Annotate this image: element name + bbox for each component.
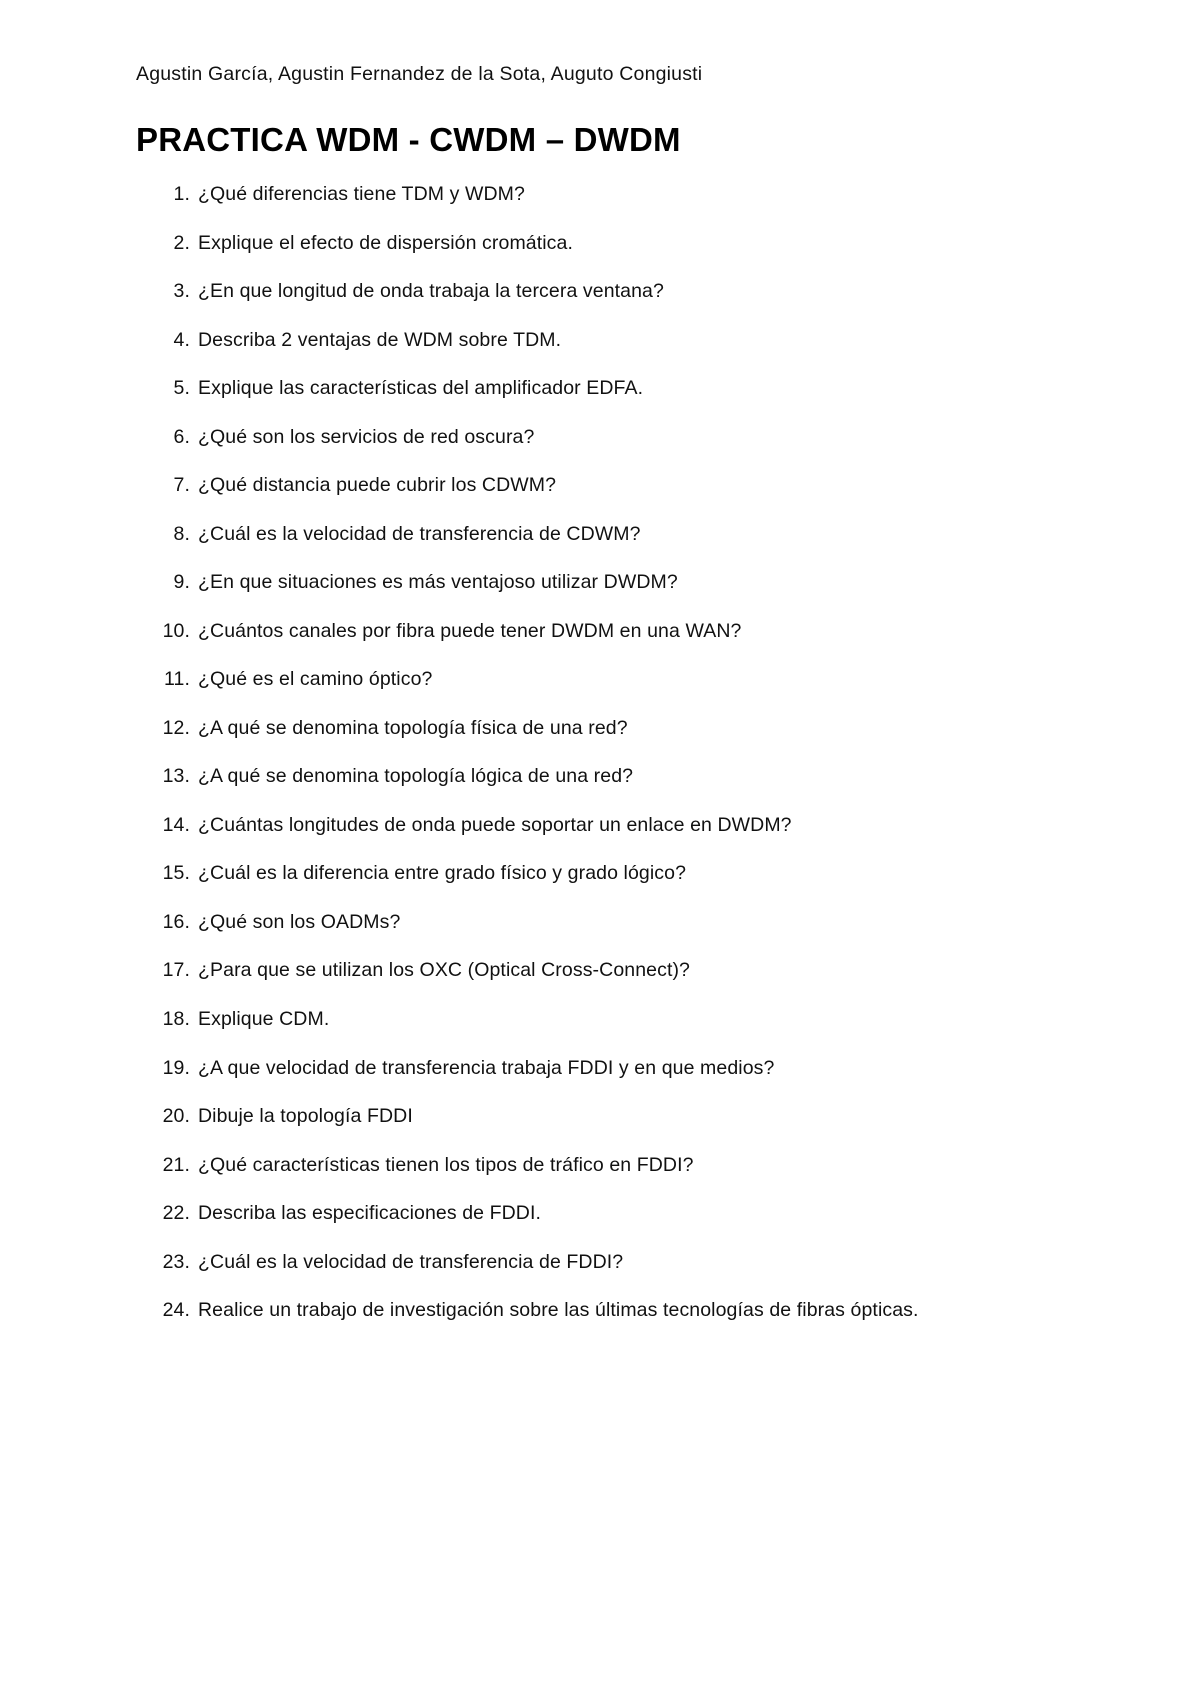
list-item-number: 19. (162, 1056, 190, 1079)
list-item-number: 12. (162, 716, 190, 739)
list-item-number: 5. (173, 377, 190, 400)
list-item-text: Describa las especificaciones de FDDI. (198, 1202, 542, 1225)
list-item-number: 21. (162, 1153, 190, 1176)
authors-line: Agustin García, Agustin Fernandez de la Sota, Auguto Congiusti (136, 63, 703, 85)
list-item-text: Realice un trabajo de investigación sobre las últimas tecnologías de fibras ópticas. (198, 1299, 919, 1322)
list-item (136, 473, 1080, 498)
list-item (136, 376, 1080, 401)
list-item-number: 11. (164, 668, 190, 691)
list-item-number: 13. (162, 765, 190, 788)
list-item (136, 570, 1080, 595)
list-item-number: 15. (162, 862, 190, 885)
list-item-number: 2. (173, 231, 190, 254)
list-item-number: 1. (173, 182, 190, 205)
list-item-text: Explique el efecto de dispersión cromática. (198, 231, 573, 254)
list-item-text: ¿Cuántas longitudes de onda puede soportar un enlace en DWDM? (198, 813, 792, 836)
list-item-text: ¿Qué diferencias tiene TDM y WDM? (198, 182, 525, 205)
list-item-text: Explique las características del amplificador EDFA. (198, 377, 644, 400)
list-item-text: ¿A que velocidad de transferencia trabaja FDDI y en que medios? (198, 1056, 775, 1079)
list-item-text: ¿Cuál es la velocidad de transferencia de CDWM? (198, 522, 641, 545)
list-item-number: 10. (162, 619, 190, 642)
list-item-number: 16. (162, 910, 190, 933)
list-item-text: ¿Cuál es la diferencia entre grado físico y grado lógico? (198, 862, 687, 885)
list-item (136, 861, 1080, 886)
list-item-text: ¿Cuál es la velocidad de transferencia de FDDI? (198, 1250, 624, 1273)
list-item-text: Explique CDM. (198, 1008, 330, 1030)
list-item-number: 8. (173, 522, 190, 545)
list-item (136, 958, 1080, 983)
list-item-text: ¿Para que se utilizan los OXC (Optical Cross-Connect)? (198, 959, 691, 982)
list-item (136, 813, 1080, 838)
list-item-number: 20. (162, 1105, 190, 1128)
list-item (136, 764, 1080, 789)
list-item (136, 279, 1080, 304)
list-item (136, 522, 1080, 547)
list-item (136, 182, 1080, 207)
list-item (136, 910, 1080, 935)
list-item (136, 328, 1080, 353)
page-title: PRACTICA WDM - CWDM – DWDM (136, 121, 681, 159)
list-item-text: Dibuje la topología FDDI (198, 1105, 413, 1128)
list-item-number: 9. (173, 571, 190, 594)
list-item-text: ¿Qué es el camino óptico? (198, 668, 433, 691)
list-item (136, 425, 1080, 450)
list-item (136, 1104, 1080, 1129)
list-item-number: 7. (173, 474, 190, 497)
list-item-text: Describa 2 ventajas de WDM sobre TDM. (198, 328, 562, 351)
list-item-number: 23. (162, 1250, 190, 1273)
list-item-text: ¿A qué se denomina topología lógica de una red? (198, 765, 634, 788)
list-item (136, 1056, 1080, 1081)
list-item (136, 619, 1080, 644)
list-item-number: 4. (173, 328, 190, 351)
list-item-number: 24. (162, 1299, 190, 1322)
list-item-number: 14. (162, 813, 190, 836)
list-item-text: ¿Qué distancia puede cubrir los CDWM? (198, 474, 557, 497)
list-item (136, 1250, 1080, 1275)
list-item-number: 3. (173, 280, 190, 303)
question-list (136, 182, 1080, 1324)
list-item (136, 1153, 1080, 1178)
list-item (136, 1298, 1080, 1323)
list-item-number: 6. (173, 425, 190, 448)
list-item-text: ¿A qué se denomina topología física de una red? (198, 716, 628, 739)
list-item-number: 18. (162, 1008, 190, 1030)
list-item-text: ¿Qué características tienen los tipos de tráfico en FDDI? (198, 1153, 694, 1176)
list-item (136, 716, 1080, 741)
list-item (136, 1201, 1080, 1226)
list-item-text: ¿Qué son los OADMs? (198, 910, 401, 933)
list-item (136, 231, 1080, 256)
list-item-text: ¿Cuántos canales por fibra puede tener DWDM en una WAN? (198, 619, 742, 642)
list-item-number: 22. (162, 1202, 190, 1225)
list-item-text: ¿En que situaciones es más ventajoso utilizar DWDM? (198, 571, 678, 594)
list-item (136, 667, 1080, 692)
list-item-number: 17. (162, 959, 190, 982)
list-item-text: ¿En que longitud de onda trabaja la tercera ventana? (198, 280, 664, 303)
list-item (136, 1007, 1080, 1032)
list-item-text: ¿Qué son los servicios de red oscura? (198, 425, 535, 448)
